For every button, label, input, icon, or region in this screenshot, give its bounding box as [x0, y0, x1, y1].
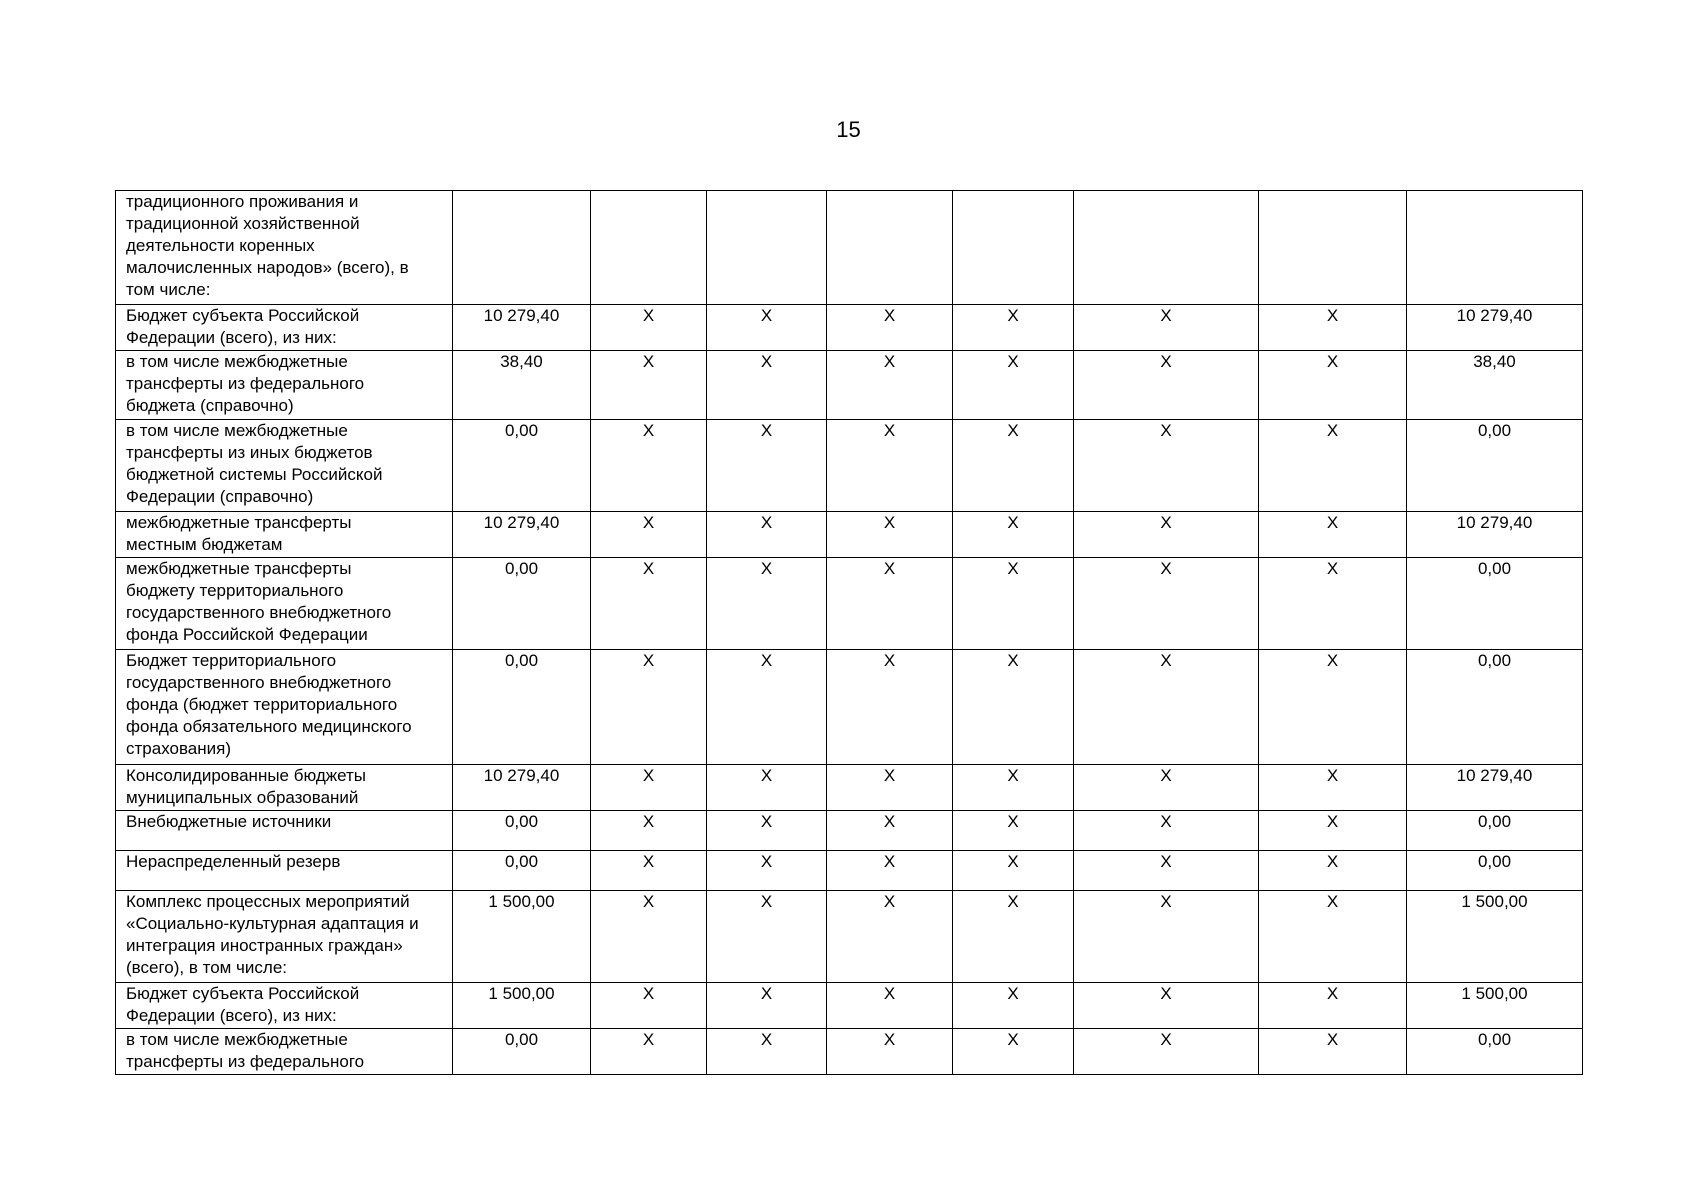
value-cell: 10 279,40: [453, 305, 591, 351]
x-cell: X: [1259, 650, 1407, 765]
x-cell: X: [707, 650, 827, 765]
x-cell: X: [953, 351, 1074, 420]
row-label: Бюджет субъекта Российской Федерации (всего), из них:: [116, 305, 453, 351]
x-cell: [1074, 191, 1259, 305]
x-cell: X: [1074, 983, 1259, 1029]
x-cell: X: [591, 351, 707, 420]
value-cell: 38,40: [1407, 351, 1583, 420]
x-cell: X: [953, 851, 1074, 891]
value-cell: 0,00: [1407, 1029, 1583, 1075]
x-cell: X: [1074, 558, 1259, 650]
x-cell: X: [827, 305, 953, 351]
x-cell: X: [827, 891, 953, 983]
x-cell: X: [707, 811, 827, 851]
x-cell: X: [827, 765, 953, 811]
x-cell: X: [827, 851, 953, 891]
value-cell: 38,40: [453, 351, 591, 420]
x-cell: X: [591, 891, 707, 983]
budget-table: [115, 190, 1583, 1075]
value-cell: 1 500,00: [453, 983, 591, 1029]
x-cell: X: [1074, 305, 1259, 351]
x-cell: X: [1074, 351, 1259, 420]
value-cell: 1 500,00: [1407, 891, 1583, 983]
x-cell: X: [953, 650, 1074, 765]
x-cell: X: [953, 1029, 1074, 1075]
x-cell: X: [1074, 811, 1259, 851]
x-cell: X: [1259, 420, 1407, 512]
x-cell: X: [1074, 891, 1259, 983]
table-row: [116, 512, 1583, 558]
value-cell: 10 279,40: [453, 765, 591, 811]
table-row: [116, 983, 1583, 1029]
x-cell: X: [827, 351, 953, 420]
x-cell: X: [591, 558, 707, 650]
x-cell: X: [953, 983, 1074, 1029]
table-row: [116, 851, 1583, 891]
row-label: Комплекс процессных мероприятий «Социально-культурная адаптация и интеграция иностранных граждан» (всего), в том числе:: [116, 891, 453, 983]
x-cell: X: [707, 983, 827, 1029]
value-cell: 0,00: [1407, 558, 1583, 650]
value-cell: [1407, 191, 1583, 305]
x-cell: X: [1259, 983, 1407, 1029]
value-cell: 0,00: [453, 1029, 591, 1075]
budget-table-body: [116, 191, 1583, 1075]
x-cell: X: [953, 305, 1074, 351]
row-label: Бюджет территориального государственного внебюджетного фонда (бюджет территориального фонда обязательного медицинского страхования): [116, 650, 453, 765]
x-cell: [1259, 191, 1407, 305]
value-cell: 0,00: [453, 650, 591, 765]
table-row: [116, 420, 1583, 512]
x-cell: X: [707, 512, 827, 558]
table-row: [116, 891, 1583, 983]
x-cell: X: [827, 558, 953, 650]
row-label: традиционного проживания и традиционной хозяйственной деятельности коренных малочисленных народов» (всего), в том числе:: [116, 191, 453, 305]
table-row: [116, 1029, 1583, 1075]
value-cell: 10 279,40: [1407, 765, 1583, 811]
x-cell: [591, 191, 707, 305]
x-cell: X: [1259, 351, 1407, 420]
x-cell: X: [953, 512, 1074, 558]
table-row: [116, 191, 1583, 305]
row-label: межбюджетные трансферты местным бюджетам: [116, 512, 453, 558]
row-label: межбюджетные трансферты бюджету территориального государственного внебюджетного фонда Российской Федерации: [116, 558, 453, 650]
row-label: в том числе межбюджетные трансферты из федерального: [116, 1029, 453, 1075]
x-cell: X: [707, 1029, 827, 1075]
x-cell: X: [1074, 420, 1259, 512]
x-cell: X: [1259, 512, 1407, 558]
value-cell: 0,00: [453, 811, 591, 851]
value-cell: 0,00: [453, 558, 591, 650]
value-cell: 1 500,00: [453, 891, 591, 983]
x-cell: [953, 191, 1074, 305]
x-cell: X: [707, 765, 827, 811]
value-cell: 10 279,40: [453, 512, 591, 558]
x-cell: X: [827, 811, 953, 851]
x-cell: X: [1259, 891, 1407, 983]
value-cell: [453, 191, 591, 305]
table-row: [116, 765, 1583, 811]
row-label: Консолидированные бюджеты муниципальных образований: [116, 765, 453, 811]
value-cell: 1 500,00: [1407, 983, 1583, 1029]
table-row: [116, 558, 1583, 650]
x-cell: X: [591, 811, 707, 851]
x-cell: X: [827, 512, 953, 558]
x-cell: X: [1259, 558, 1407, 650]
table-row: [116, 811, 1583, 851]
row-label: Внебюджетные источники: [116, 811, 453, 851]
x-cell: X: [953, 420, 1074, 512]
x-cell: X: [1074, 851, 1259, 891]
x-cell: [827, 191, 953, 305]
x-cell: X: [591, 512, 707, 558]
x-cell: X: [707, 891, 827, 983]
page-number: 15: [836, 117, 861, 142]
x-cell: X: [1074, 650, 1259, 765]
x-cell: X: [1259, 851, 1407, 891]
x-cell: X: [591, 765, 707, 811]
x-cell: X: [1259, 1029, 1407, 1075]
row-label: в том числе межбюджетные трансферты из иных бюджетов бюджетной системы Российской Федерации (справочно): [116, 420, 453, 512]
x-cell: X: [953, 765, 1074, 811]
table-row: [116, 650, 1583, 765]
x-cell: X: [591, 1029, 707, 1075]
x-cell: X: [827, 1029, 953, 1075]
value-cell: 0,00: [1407, 650, 1583, 765]
value-cell: 0,00: [453, 851, 591, 891]
x-cell: X: [827, 983, 953, 1029]
x-cell: X: [1259, 305, 1407, 351]
value-cell: 10 279,40: [1407, 305, 1583, 351]
x-cell: X: [1074, 512, 1259, 558]
value-cell: 0,00: [453, 420, 591, 512]
x-cell: X: [827, 650, 953, 765]
x-cell: X: [707, 305, 827, 351]
x-cell: X: [953, 558, 1074, 650]
value-cell: 0,00: [1407, 420, 1583, 512]
x-cell: X: [707, 420, 827, 512]
x-cell: X: [953, 811, 1074, 851]
x-cell: X: [707, 851, 827, 891]
row-label: Нераспределенный резерв: [116, 851, 453, 891]
x-cell: X: [707, 558, 827, 650]
value-cell: 0,00: [1407, 851, 1583, 891]
x-cell: X: [953, 891, 1074, 983]
value-cell: 10 279,40: [1407, 512, 1583, 558]
x-cell: X: [827, 420, 953, 512]
x-cell: X: [1074, 765, 1259, 811]
x-cell: X: [591, 851, 707, 891]
table-row: [116, 351, 1583, 420]
x-cell: X: [1259, 811, 1407, 851]
x-cell: X: [591, 305, 707, 351]
row-label: в том числе межбюджетные трансферты из федерального бюджета (справочно): [116, 351, 453, 420]
table-row: [116, 305, 1583, 351]
row-label: Бюджет субъекта Российской Федерации (всего), из них:: [116, 983, 453, 1029]
value-cell: 0,00: [1407, 811, 1583, 851]
x-cell: X: [707, 351, 827, 420]
x-cell: X: [1074, 1029, 1259, 1075]
x-cell: [707, 191, 827, 305]
x-cell: X: [591, 420, 707, 512]
x-cell: X: [591, 983, 707, 1029]
x-cell: X: [591, 650, 707, 765]
x-cell: X: [1259, 765, 1407, 811]
